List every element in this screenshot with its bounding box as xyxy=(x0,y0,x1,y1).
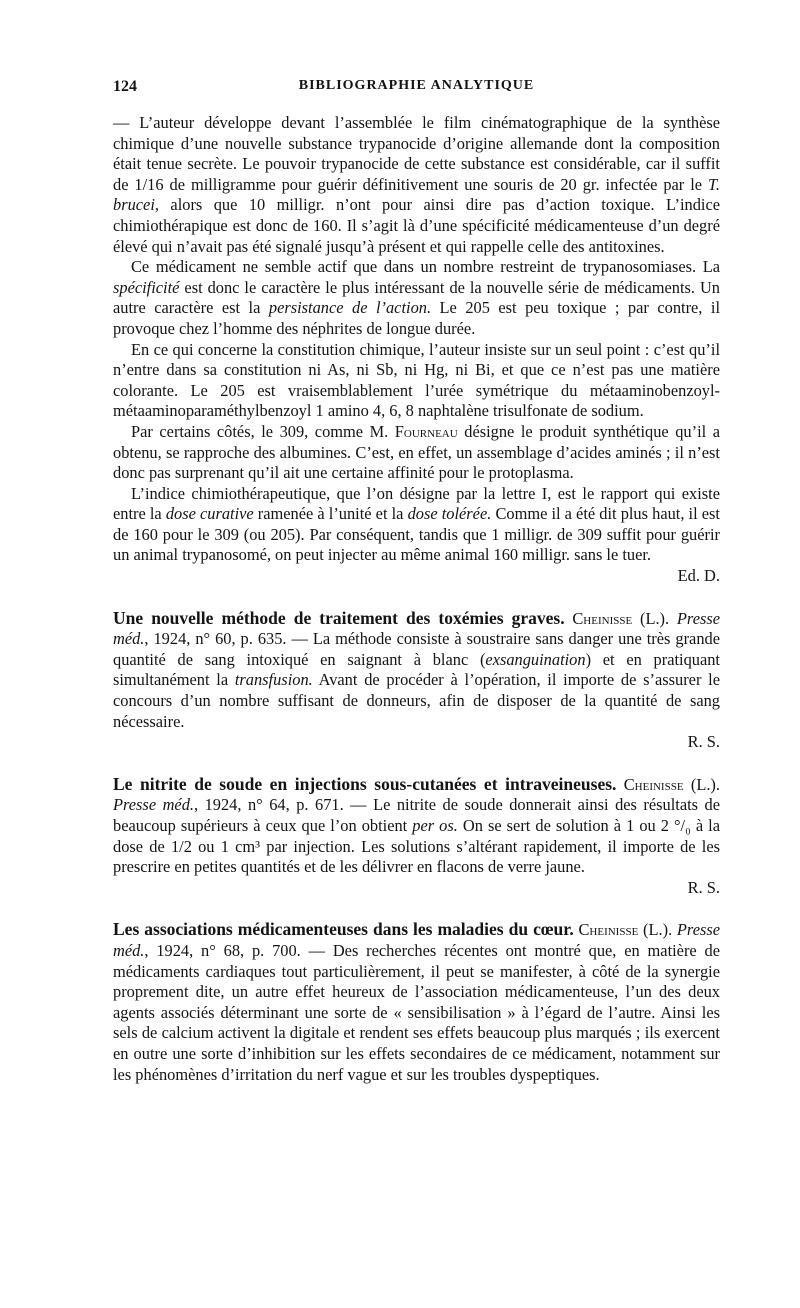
article3-author: Cheinisse xyxy=(623,774,684,794)
article4-entry: Les associations médicamenteuses dans les maladies du cœur. Cheinisse (L.). Presse méd., 1924, n° 68, p. 700. — Des recherches récentes ont montré que, en matière de médicaments cardiaques tout particulièrement, il peut se manifester, à côté de la synergie proprement dite, un autre effet heureux de l’association médicamenteuse, l’un des deux agents associés déterminant une sorte de « sensibilisation » à l’égard de l’autre. Ainsi les sels de calcium activent la digitale et rendent ses effets beaucoup plus marqués ; ils exercent en outre une sorte d’inhibition sur les effets secondaires de ce médicament, notamment sur les phénomènes d’irritation du nerf vague et sur les troubles dyspeptiques. xyxy=(113,919,720,1084)
running-title: BIBLIOGRAPHIE ANALYTIQUE xyxy=(298,78,535,93)
article4-journal: Presse méd. xyxy=(113,920,720,960)
article1-paragraph-4: Par certains côtés, le 309, comme M. Fourneau désigne le produit synthétique qu’il a obtenu, se rapproche des albumines. C’est, en effet, un assemblage d’acides aminés ; il n’est donc pas surprenant qu’il ait une certaine affinité pour le protoplasma. xyxy=(113,421,720,483)
article3-entry: Le nitrite de soude en injections sous-cutanées et intraveineuses. Cheinisse (L.). Presse méd., 1924, n° 64, p. 671. — Le nitrite de soude donnerait ainsi des résultats de beaucoup supérieurs à ceux que l’on obtient per os. On se sert de solution à 1 ou 2 °/₀ à la dose de 1/2 ou 1 cm³ par injection. Les solutions s’altérant rapidement, il importe de les prescrire en petites quantités et de les délivrer en flacons de verre jaune. xyxy=(113,773,721,877)
author-name: Fourneau xyxy=(394,421,458,441)
page-number: 124 xyxy=(113,78,137,95)
article3-title: Le nitrite de soude en injections sous-cutanées et intraveineuses. xyxy=(113,773,617,794)
article1-signature: Ed. D. xyxy=(677,566,720,586)
article2-journal: Presse méd. xyxy=(113,608,720,649)
article3-signature: R. S. xyxy=(687,877,720,897)
article2-author: Cheinisse xyxy=(572,608,633,628)
article4-title: Les associations médicamenteuses dans les maladies du cœur. xyxy=(113,919,574,940)
body-column xyxy=(113,113,720,1085)
article1-paragraph-5: L’indice chimiothérapeutique, que l’on désigne par la lettre I, est le rapport qui existe entre la dose curative ramenée à l’unité et la dose tolérée. Comme il a été dit plus haut, il est de 160 pour le 309 (ou 205). Par conséquent, tandis que 1 milligr. de 309 suffit pour guérir un animal trypanosomé, on peut injecter au même animal 160 milligr. sans le tuer. xyxy=(113,483,720,565)
article1-paragraph-1: — L’auteur développe devant l’assemblée le film cinématographique de la synthèse chimique d’une nouvelle substance trypanocide d’origine allemande dont la composition était tenue secrète. Le pouvoir trypanocide de cette substance est considérable, car il suffit de 1/16 de milligramme pour guérir définitivement une souris de 20 gr. infectée par le T. brucei, alors que 10 milligr. n’ont pour ainsi dire pas d’action toxique. L’indice chimiothérapique est donc de 160. Il s’agit là d’une spécificité médicamenteuse d’un degré élevé qui n’avait pas été signalé jusqu’à présent et qui rappelle celle des antitoxines. xyxy=(113,113,720,256)
article3-journal: Presse méd. xyxy=(113,795,194,815)
running-head xyxy=(113,78,720,102)
article1-paragraph-2: Ce médicament ne semble actif que dans un nombre restreint de trypanosomiases. La spécificité est donc le caractère le plus intéressant de la nouvelle série de médicaments. Un autre caractère est la persistance de l’action. Le 205 est peu toxique ; par contre, il provoque chez l’homme des néphrites de longue durée. xyxy=(113,257,720,338)
article4-author: Cheinisse xyxy=(578,920,639,940)
article2-title: Une nouvelle méthode de traitement des toxémies graves. xyxy=(113,607,565,628)
article2-signature: R. S. xyxy=(687,732,720,752)
article2-entry: Une nouvelle méthode de traitement des toxémies graves. Cheinisse (L.). Presse méd., 1924, n° 60, p. 635. — La méthode consiste à soustraire sans danger une très grande quantité de sang intoxiqué en saignant à blanc (exsanguination) et en pratiquant simultanément la transfusion. Avant de procéder à l’opération, il importe de s’assurer le concours d’un nombre suffisant de donneurs, afin de disposer de la quantité de sang nécessaire. xyxy=(113,607,720,731)
article1-paragraph-3: En ce qui concerne la constitution chimique, l’auteur insiste sur un seul point : c’est qu’il n’entre dans sa constitution ni As, ni Sb, ni Hg, ni Bi, et que ce n’est pas une matière colorante. Le 205 est vraisemblablement l’urée symétrique du métaaminobenzoyl-métaaminoparaméthylbenzoyl 1 amino 4, 6, 8 naphtalène trisulfonate de sodium. xyxy=(113,339,720,421)
